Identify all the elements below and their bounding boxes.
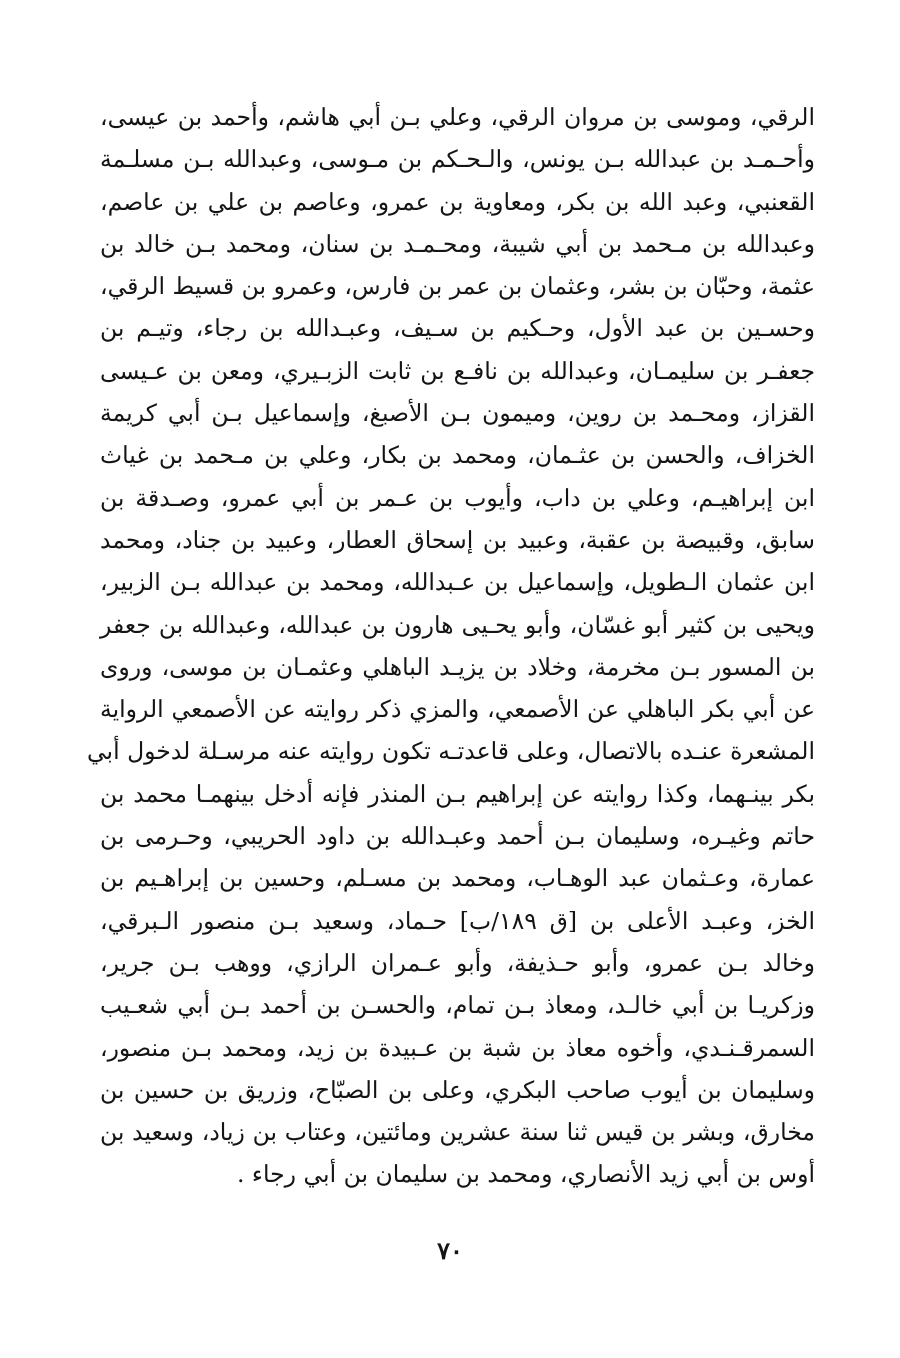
text-line: عمارة، وعـثمان عبد الوهـاب، ومحمد بن مسـلم، وحسين بن إبراهـيم بن (100, 864, 815, 893)
text-line: وسليمان بن أيوب صاحب البكري، وعلى بن الصبّاح، وزريق بن حسين بن (100, 1075, 815, 1104)
text-line: وخالد بـن عمرو، وأبو حـذيفة، وأبو عـمران الرازي، ووهب بـن جرير، (100, 948, 815, 977)
text-line: ابن عثمان الـطويل، وإسماعيل بن عـبدالله، ومحمد بن عبدالله بـن الزبير، (100, 568, 815, 597)
text-line: الرقي، وموسى بن مروان الرقي، وعلي بـن أبي هاشم، وأحمد بن عيسى، (100, 103, 815, 131)
text-line: وعبدالله بن مـحمد بن أبي شيبة، ومحـمـد بن سنان، ومحمد بـن خالد بن (100, 229, 815, 258)
page-number: ٧٠ (437, 1236, 463, 1265)
text-line: القعنبي، وعبد الله بن بكر، ومعاوية بن عمرو، وعاصم بن علي بن عاصم، (100, 187, 815, 216)
text-line: الخزاف، والحسن بن عثـمان، ومحمد بن بكار، وعلي بن مـحمد بن غياث (100, 441, 815, 470)
text-line: وزكريـا بن أبي خالـد، ومعاذ بـن تمام، والحسـن بن أحمد بـن أبي شعـيب (100, 991, 815, 1020)
text-line: سابق، وقبيصة بن عقبة، وعبيد بن إسحاق العطار، وعبيد بن جناد، ومحمد (100, 525, 815, 554)
text-line: حاتم وغيـره، وسليمان بـن أحمد وعبـدالله بن داود الحريبي، وحـرمى بن (100, 822, 815, 851)
body-text (86, 96, 815, 1196)
text-line: المشعرة عنـده بالاتصال، وعلى قاعدتـه تكون روايته عنه مرسـلة لدخول أبي (86, 737, 815, 766)
text-line: عثمة، وحبّان بن بشر، وعثمان بن عمر بن فارس، وعمرو بن قسيط الرقي، (100, 272, 815, 301)
text-line: وأحـمـد بن عبدالله بـن يونس، والـحـكم بن مـوسى، وعبدالله بـن مسلـمة (100, 145, 815, 174)
text-line: الخز، وعبـد الأعلى بن [ق ١٨٩/ب] حـماد، وسعيد بـن منصور الـبرقي، (100, 906, 815, 935)
text-line: عن أبي بكر الباهلي عن الأصمعي، والمزي ذكر روايته عن الأصمعي الرواية (100, 695, 815, 724)
text-line: بكر بينـهما، وكذا روايته عن إبراهيم بـن المنذر فإنه أدخل بينهمـا محمد بن (100, 779, 815, 808)
text-line: بن المسور بـن مخرمة، وخلاد بن يزيـد الباهلي وعثمـان بن موسى، وروى (100, 652, 815, 681)
text-line: مخارق، وبشر بن قيس ثنا سنة عشرين ومائتين، وعتاب بن زياد، وسعيد بن (100, 1118, 815, 1147)
text-line: أوس بن أبي زيد الأنصاري، ومحمد بن سليمان بن أبي رجاء . (236, 1160, 815, 1189)
text-line: السمرقـنـدي، وأخوه معاذ بن شبة بن عـبيدة بن زيد، ومحمد بـن منصور، (100, 1033, 815, 1062)
text-line: ويحيى بن كثير أبو غسّان، وأبو يحـيى هارون بن عبدالله، وعبدالله بن جعفر (100, 610, 815, 639)
text-line: ابن إبراهيـم، وعلي بن داب، وأيوب بن عـمر بن أبي عمرو، وصـدقة بن (100, 483, 815, 512)
text-line: وحسـين بن عبد الأول، وحـكيم بن سـيف، وعبـدالله بن رجاء، وتيـم بن (100, 314, 815, 343)
text-line: القزاز، ومحـمد بن روين، وميمون بـن الأصبغ، وإسماعيل بـن أبي كريمة (100, 399, 815, 428)
text-line: جعفـر بن سليمـان، وعبدالله بن نافـع بن ثابت الزبـيري، ومعن بن عـيسى (100, 356, 815, 385)
